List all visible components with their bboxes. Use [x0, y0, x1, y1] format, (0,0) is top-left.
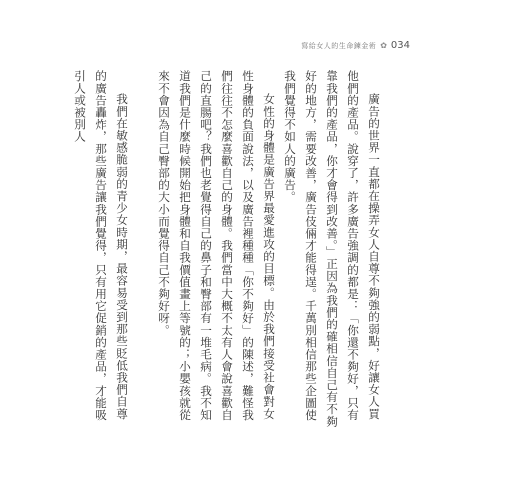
- paragraph-female-body: 女性的身體是廣告界最愛進攻的目標。由於我們接受社會對女性身體的負面說法，以及廣告裡種種「你不夠好」的陳述，難怪我們往往不怎麼喜歡自己的身體。我們當中大概不太有人會說喜歡自己的直腸吧？我們也老覺得自己的鼻子和臀部有一堆毛病。我不知道我們是什麼時候開始把身體和自我價值畫上等號的；小嬰孩就從來不會因為自己臀部的大小而覺得自己不夠好呀。: [157, 70, 276, 421]
- paragraph-adolescence: 我們在敏感脆弱的青少女時期，最容易受到那些貶低我們自尊的廣告轟炸，那些廣告讓我們覺得，只有用它促銷的產品，才能吸引人或被別人: [73, 70, 129, 421]
- book-title: 寫給女人的生命鍊金術: [301, 41, 377, 50]
- vertical-body-text: [73, 70, 384, 430]
- flower-icon: ✿: [380, 40, 387, 50]
- running-header: [301, 40, 410, 51]
- page-number: 034: [390, 40, 410, 51]
- paragraph-advertising-world: 廣告的世界一直都在操弄女人自尊不夠強的弱點，好讓女人買他們的產品。說穿了，許多廣告強調的都是：「你還不夠好，只有靠我們的產品，你才會得到改善。」正因為我們的確相信自己有不夠好的地方，需要改善，廣告伎倆才能得逞。千萬別相信那些企圖使我們覺得不如人的廣告。: [283, 70, 381, 428]
